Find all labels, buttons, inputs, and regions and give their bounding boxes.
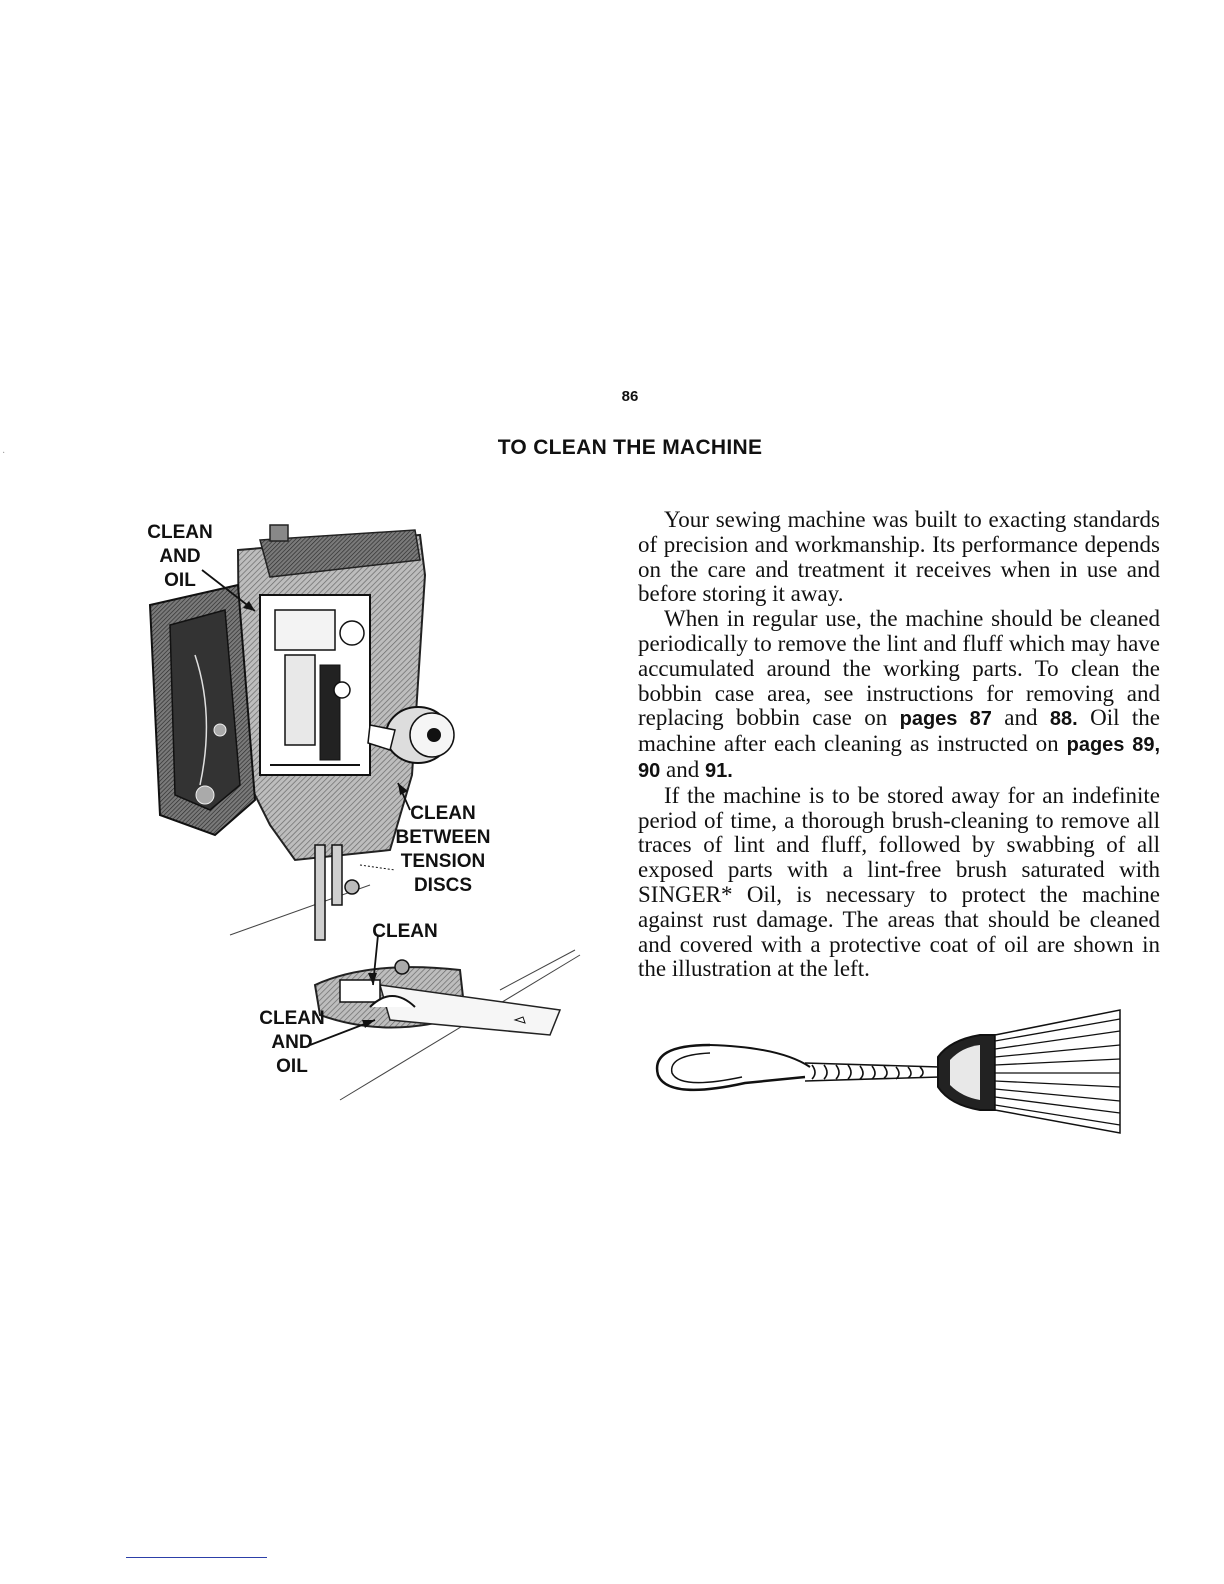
paragraph-regular-use	[638, 607, 1160, 784]
page-number: 86	[621, 388, 639, 405]
paragraph-storage: If the machine is to be stored away for an indefinite period of time, a thorough brush-cleaning to remove all traces of lint and fluff, followed by swabbing of all exposed parts with a lint-free brush saturated with SINGER* Oil, is necessary to protect the machine against rust damage. The areas that should be cleaned and covered with a protective coat of oil are shown in the illustration at the left.	[638, 782, 1160, 982]
footer-rule	[126, 1557, 267, 1558]
page-ref-89-90: pages 89, 90	[638, 734, 1160, 782]
paragraph-regular-use-d: and	[660, 756, 705, 782]
paragraph-regular-use-c: Oil the machine after each cleaning as instructed on	[638, 705, 1161, 757]
label-clean-and-oil-bottom: CLEAN AND OIL	[259, 1008, 325, 1077]
sewing-machine-illustration	[120, 515, 600, 1115]
paragraph-intro: Your sewing machine was built to exacting standards of precision and workmanship. Its performance depends on the care and treatment it receives when in use and before storing it away.	[638, 507, 1160, 607]
label-clean-between-tension-discs: CLEAN BETWEEN TENSION DISCS	[395, 803, 491, 896]
paragraph-regular-use-b: and	[991, 705, 1050, 731]
sewing-machine-drawing	[120, 515, 600, 1115]
paragraph-regular-use-a: When in regular use, the machine should be cleaned periodically to remove the lint and fluff which may have accumulated around the working parts. To clean the bobbin case area, see instructions for removing and replacing bobbin case on	[638, 606, 1160, 731]
label-clean-and-oil-top: CLEAN AND OIL	[147, 522, 213, 591]
page-title: TO CLEAN THE MACHINE	[497, 436, 763, 459]
scan-speck: ·	[2, 448, 6, 459]
lint-brush-illustration	[650, 1005, 1130, 1135]
page-ref-91: 91.	[704, 759, 733, 782]
body-text	[638, 508, 1160, 982]
label-clean: CLEAN	[372, 921, 438, 942]
lint-brush-drawing	[650, 1005, 1130, 1135]
page-ref-88: 88.	[1049, 708, 1078, 731]
page-ref-87: pages 87	[899, 708, 992, 731]
